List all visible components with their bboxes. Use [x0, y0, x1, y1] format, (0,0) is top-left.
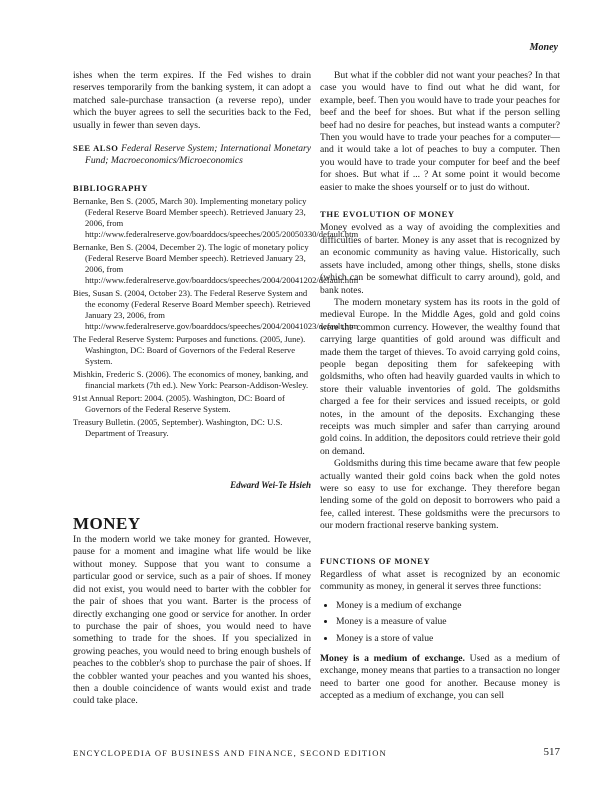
- medium-of-exchange-paragraph: [320, 653, 560, 703]
- function-item: • Money is a measure of value: [336, 616, 560, 628]
- page-footer: [73, 748, 560, 758]
- left-column: [73, 70, 359, 708]
- bibliography-heading: BIBLIOGRAPHY: [73, 182, 149, 193]
- bibliography-entry: Bies, Susan S. (2004, October 23). The Federal Reserve System and the economy (Federal Reserve Board Member speech). Retrieved January 23, 2006, from http://www.federalreserve.gov/boarddocs/speeches/2004/20041023/default.htm: [73, 288, 359, 332]
- bibliography-entry: 91st Annual Report: 2004. (2005). Washington, DC: Board of Governors of the Federal Reserve System.: [73, 393, 285, 415]
- evolution-paragraph-2: The modern monetary system has its roots in the gold of medieval Europe. In the Middle Ages, gold and gold coins were the common currency. However, the wealthy found that carrying large quantities of gold around was difficult and made them the target of thieves. To avoid carrying gold coins, people began depositing them for safekeeping with goldsmiths, who often had heavily guarded vaults in which to store their valuable inventories of gold. The goldsmiths charged a fee for their services and issued receipts, or gold notes, in the amount of the deposits. Exchanging these receipts was much simpler and safer than carrying around gold coins. In addition, the depositors could retrieve their gold on demand.: [320, 296, 560, 457]
- evolution-paragraph-1: Money evolved as a way of avoiding the complexities and difficulties of barter. Money is any asset that is recognized by an economic community as having value. Historically, such assets have included, among other things, shells, stone disks (which can be somewhat difficult to carry around), gold, and bank notes.: [320, 222, 560, 296]
- evolution-heading: THE EVOLUTION OF MONEY: [320, 209, 455, 220]
- evolution-paragraph-3: Goldsmiths during this time became aware that few people actually wanted their gold coins back when the gold notes were so easy to use for exchange. They therefore began lending some of the gold on deposit to borrowers who paid a fee, called interest. These goldsmiths were the precursors to our modern fractional reserve banking system.: [320, 458, 560, 532]
- intro-paragraph: In the modern world we take money for granted. However, pause for a moment and imagine what life would be like without money. Suppose that you want to consume a particular good or service, such as a pair of shoes. If money did not exist, you would need to barter with the cobbler for the pair of shoes that you want. Barter is the process of directly exchanging one good or service for another. In order to purchase the pair of shoes, you would need to have something to trade for the shoes. If you specialized in growing peaches, you would need to bring enough bushels of peaches to the cobbler's shop to purchase the pair of shoes. If the cobbler wanted your peaches and you wanted his shoes, then a double coincidence of wants would exist and trade could take place.: [73, 534, 311, 707]
- functions-heading: FUNCTIONS OF MONEY: [320, 555, 431, 566]
- see-also-label: SEE ALSO: [73, 143, 119, 154]
- medium-lead: Money is a medium of exchange.: [320, 653, 465, 665]
- bibliography-entry: Mishkin, Frederic S. (2006). The economics of money, banking, and financial markets (7th ed.). New York: Pearson-Addison-Wesley.: [73, 369, 309, 391]
- medium-text: Used as a medium of exchange, money means that parties to a transaction no longer need to barter one good for another. Because money is accepted as a medium of exchange, you can sell: [320, 653, 560, 702]
- bibliography-list: [73, 196, 359, 439]
- right-paragraph-1: But what if the cobbler did not want your peaches? In that case you would have to find out what he did want, for example, beef. Then you would have to trade your peaches for beef and the beef for shoes. But what if the person selling beef had no desire for peaches, but instead wants a computer? Then you would have to trade your peaches for a computer—and it would take a lot of peaches to buy a computer. Then you would have to trade your computer for beef and the beef for shoes. But what if ... ? At some point it would become easier to make the shoes yourself or to just do without.: [320, 70, 560, 193]
- running-head: Money: [529, 42, 558, 53]
- right-column: [320, 70, 560, 703]
- bibliography-entry: Bernanke, Ben S. (2004, December 2). The logic of monetary policy (Federal Reserve Board Member speech). Retrieved January 23, 2006, from http://www.federalreserve.gov/boarddocs/speeches/2004/20041202/default.htm: [73, 242, 359, 286]
- bibliography-entry: The Federal Reserve System: Purposes and functions. (2005, June). Washington, DC: Board of Governors of the Federal Reserve System.: [73, 334, 306, 367]
- bibliography-entry: Bernanke, Ben S. (2005, March 30). Implementing monetary policy (Federal Reserve Board Member speech). Retrieved January 23, 2006, from http://www.federalreserve.gov/boarddocs/speeches/2005/20050330/default.htm: [73, 196, 359, 240]
- article-title: MONEY: [73, 513, 141, 533]
- function-item: • Money is a store of value: [336, 633, 560, 645]
- functions-intro: Regardless of what asset is recognized by an economic community as money, in general it serves three functions:: [320, 569, 560, 593]
- left-paragraph-1: ishes when the term expires. If the Fed wishes to drain reserves temporarily from the banking system, it can adopt a matched sale-purchase transaction (a reverse repo), under which the buyer agrees to sell the securities back to the Fed, usually in fewer than seven days.: [73, 70, 311, 131]
- function-item: • Money is a medium of exchange: [336, 600, 560, 612]
- page-number: 517: [543, 746, 560, 758]
- author-signature: Edward Wei-Te Hsieh: [230, 480, 311, 491]
- footer-book-title: ENCYCLOPEDIA OF BUSINESS AND FINANCE, SECOND EDITION: [73, 748, 387, 758]
- see-also: [73, 142, 311, 168]
- functions-list: [320, 600, 560, 645]
- see-also-refs[interactable]: Federal Reserve System; International Monetary Fund; Macroeconomics/Microeconomics: [85, 143, 311, 167]
- bibliography-entry: Treasury Bulletin. (2005, September). Washington, DC: U.S. Department of Treasury.: [73, 417, 283, 439]
